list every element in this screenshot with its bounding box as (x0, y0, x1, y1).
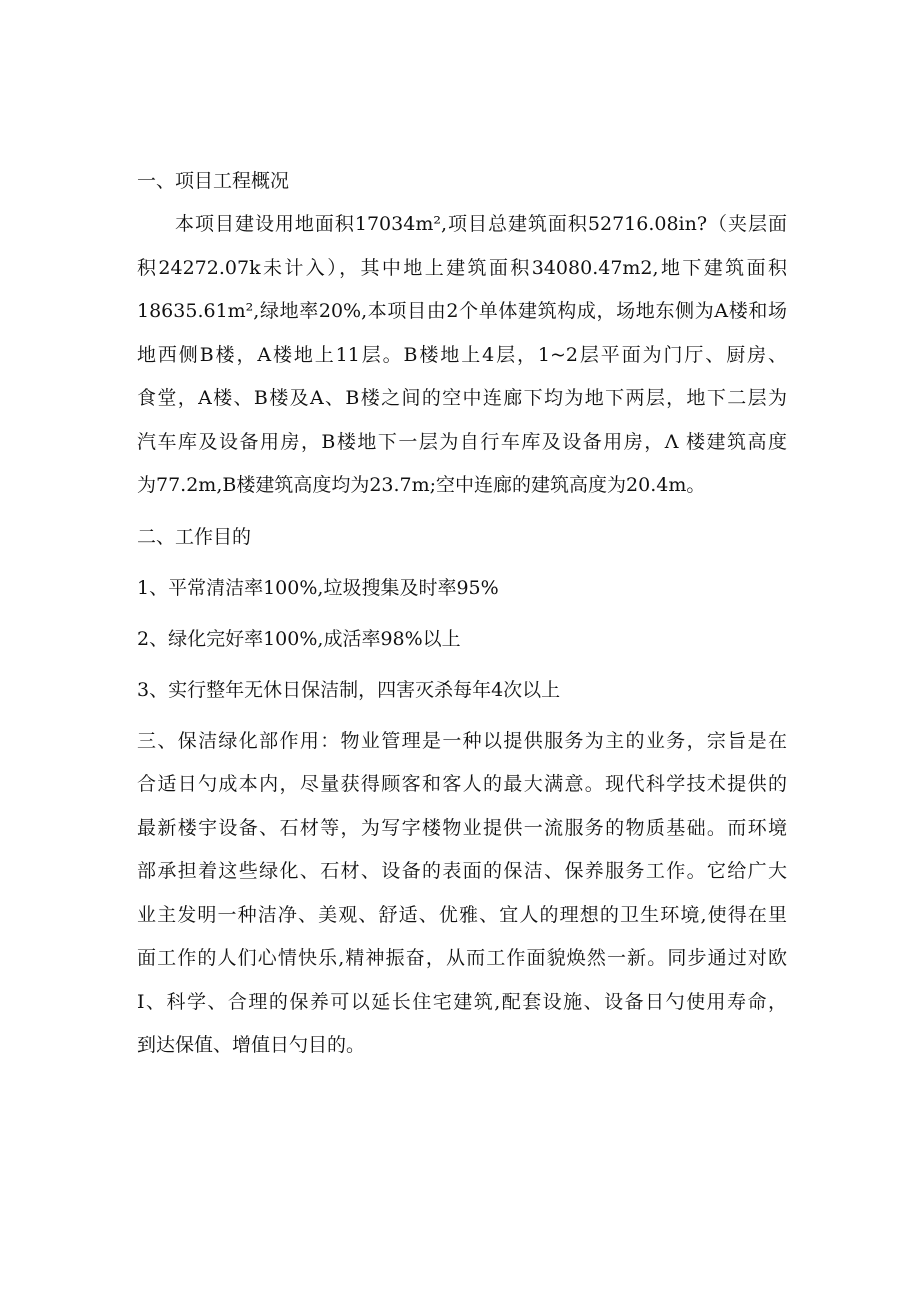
document-page (137, 160, 787, 1068)
paragraph-line: 汽车库及设备用房，B楼地下一层为自行车库及设备用房，Λ 楼建筑高度 (137, 430, 787, 453)
list-item: 3、实行整年无休日保洁制，四害灭杀每年4次以上 (137, 678, 561, 701)
paragraph-line: 最新楼宇设备、石材等，为写字楼物业提供一流服务的物质基础。而环境 (137, 816, 787, 839)
paragraph-line: 业主发明一种洁净、美观、舒适、优雅、宜人的理想的卫生环境,使得在里 (137, 903, 787, 926)
paragraph-line: 地西侧B楼，A楼地上11层。B楼地上4层，1~2层平面为门厅、厨房、 (137, 343, 787, 366)
paragraph-line: I、科学、合理的保养可以延长住宅建筑,配套设施、设备日勺使用寿命， (137, 990, 787, 1013)
paragraph-line: 为77.2m,B楼建筑高度均为23.7m;空中连廊的建筑高度为20.4m。 (137, 474, 706, 496)
cleaning-greening-role-paragraph (137, 720, 787, 1068)
section-heading-work-goals: 二、工作目的 (137, 525, 252, 548)
paragraph-line: 到达保值、增值日勺目的。 (137, 1034, 366, 1056)
paragraph-line: 18635.61m²,绿地率20%,本项目由2个单体建筑构成，场地东侧为A楼和场 (137, 300, 787, 322)
list-item: 1、平常清洁率100%,垃圾搜集及时率95% (137, 576, 499, 599)
paragraph-line: 本项目建设用地面积17034m²,项目总建筑面积52716.08in?（夹层面 (175, 213, 787, 235)
project-overview-paragraph (137, 203, 787, 508)
paragraph-line: 合适日勺成本内，尽量获得顾客和客人的最大满意。现代科学技术提供的 (137, 773, 787, 795)
section-heading-project-overview: 一、项目工程概况 (137, 170, 290, 192)
work-goals-list (137, 567, 787, 712)
paragraph-line: 食堂，A楼、B楼及A、B楼之间的空中连廊下均为地下两层，地下二层为 (137, 387, 787, 409)
paragraph-line: 积24272.07k未计入），其中地上建筑面积34080.47m2,地下建筑面积 (137, 256, 787, 279)
paragraph-line: 面工作的人们心情快乐,精神振奋，从而工作面貌焕然一新。同步通过对欧 (137, 947, 787, 969)
paragraph-line: 部承担着这些绿化、石材、设备的表面的保洁、保养服务工作。它给广大 (137, 860, 787, 882)
paragraph-line: 三、保洁绿化部作用：物业管理是一种以提供服务为主的业务，宗旨是在 (137, 729, 787, 752)
list-item: 2、绿化完好率100%,成活率98%以上 (137, 627, 461, 650)
